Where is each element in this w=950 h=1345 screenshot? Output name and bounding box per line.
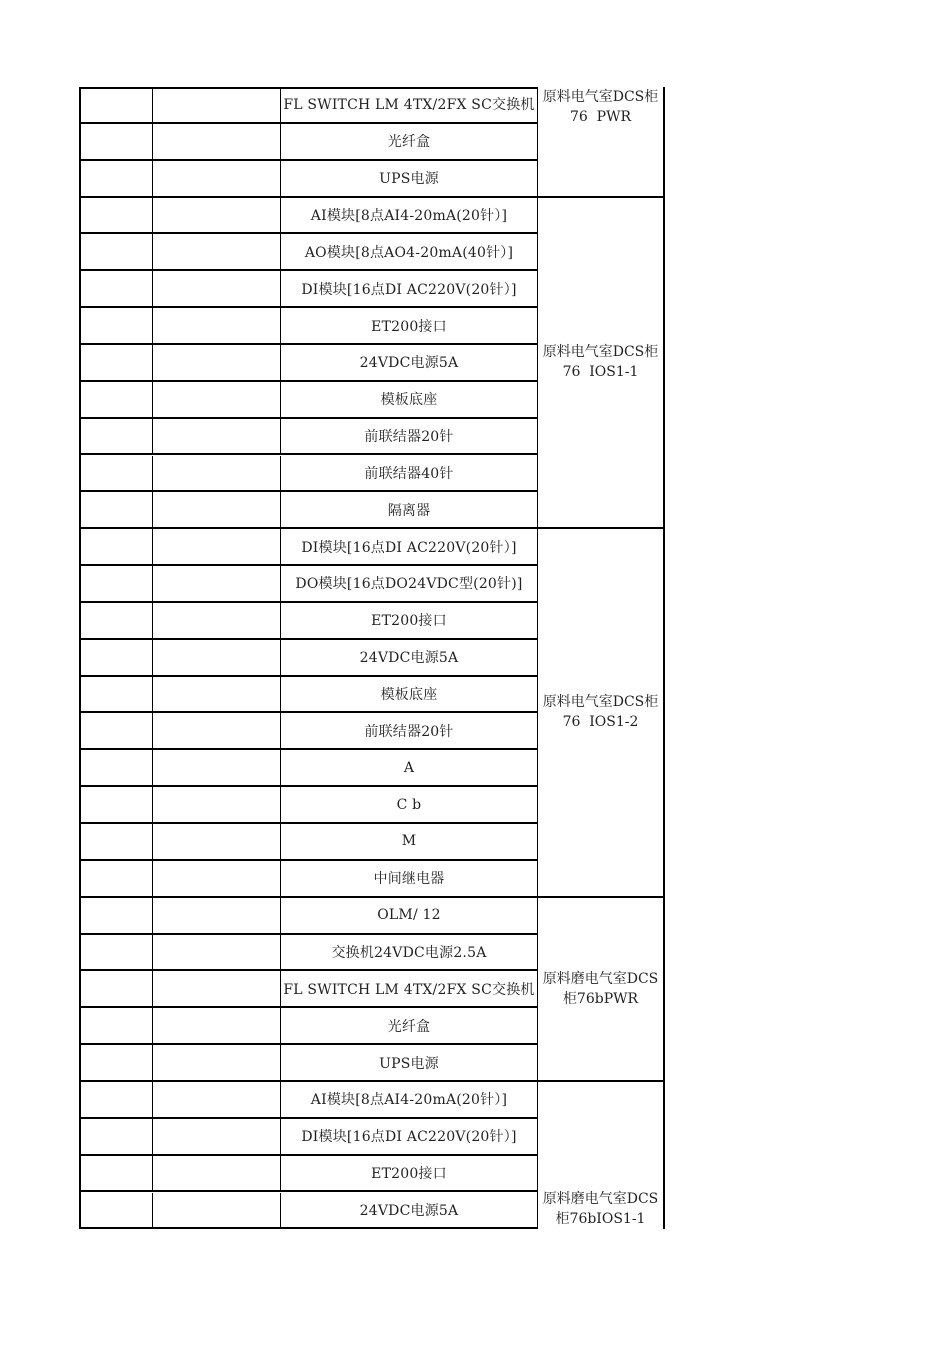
empty-cell-b[interactable] (152, 419, 280, 456)
empty-cell-a[interactable] (79, 419, 152, 456)
location-cell[interactable] (537, 87, 665, 198)
empty-cell-b[interactable] (152, 124, 280, 161)
location-line-1: 原料磨电气室DCS (542, 1191, 659, 1208)
item-name-cell[interactable]: 24VDC电源5A (280, 640, 537, 677)
empty-cell-a[interactable] (79, 161, 152, 198)
empty-cell-b[interactable] (152, 971, 280, 1008)
location-line-1: 原料电气室DCS柜 (542, 89, 659, 105)
location-cell[interactable] (537, 529, 665, 898)
location-line-1: 原料电气室DCS柜 (542, 344, 659, 361)
item-name-cell[interactable]: DI模块[16点DI AC220V(20针）] (280, 1119, 537, 1156)
empty-cell-b[interactable] (152, 1119, 280, 1156)
empty-cell-b[interactable] (152, 1082, 280, 1119)
empty-cell-a[interactable] (79, 713, 152, 750)
empty-cell-b[interactable] (152, 198, 280, 235)
item-name-cell[interactable]: 光纤盒 (280, 1008, 537, 1045)
empty-cell-a[interactable] (79, 382, 152, 419)
empty-cell-b[interactable] (152, 529, 280, 566)
empty-cell-a[interactable] (79, 971, 152, 1008)
empty-cell-a[interactable] (79, 234, 152, 271)
item-name-cell[interactable]: M (280, 824, 537, 861)
item-name-cell[interactable]: 模板底座 (280, 677, 537, 714)
spreadsheet-table (79, 87, 665, 1229)
empty-cell-b[interactable] (152, 271, 280, 308)
item-name-cell[interactable]: 交换机24VDC电源2.5A (280, 935, 537, 972)
item-name-cell[interactable]: 24VDC电源5A (280, 1193, 537, 1230)
empty-cell-a[interactable] (79, 87, 152, 124)
empty-cell-b[interactable] (152, 382, 280, 419)
empty-cell-b[interactable] (152, 861, 280, 898)
empty-cell-a[interactable] (79, 935, 152, 972)
empty-cell-a[interactable] (79, 198, 152, 235)
empty-cell-b[interactable] (152, 492, 280, 529)
item-name-cell[interactable]: C b (280, 787, 537, 824)
empty-cell-b[interactable] (152, 603, 280, 640)
item-name-cell[interactable]: ET200接口 (280, 308, 537, 345)
item-name-cell[interactable]: A (280, 750, 537, 787)
empty-cell-a[interactable] (79, 750, 152, 787)
empty-cell-a[interactable] (79, 1082, 152, 1119)
location-cell[interactable] (537, 1082, 665, 1229)
item-name-cell[interactable]: 前联结器20针 (280, 419, 537, 456)
empty-cell-b[interactable] (152, 1193, 280, 1230)
empty-cell-a[interactable] (79, 787, 152, 824)
item-name-cell[interactable]: ET200接口 (280, 603, 537, 640)
table-top-border (79, 87, 537, 89)
empty-cell-b[interactable] (152, 898, 280, 935)
empty-cell-a[interactable] (79, 1119, 152, 1156)
item-name-cell[interactable]: DI模块[16点DI AC220V(20针）] (280, 529, 537, 566)
empty-cell-a[interactable] (79, 456, 152, 493)
item-name-cell[interactable]: ET200接口 (280, 1156, 537, 1193)
empty-cell-a[interactable] (79, 345, 152, 382)
empty-cell-b[interactable] (152, 456, 280, 493)
empty-cell-a[interactable] (79, 1156, 152, 1193)
empty-cell-a[interactable] (79, 308, 152, 345)
empty-cell-b[interactable] (152, 345, 280, 382)
empty-cell-a[interactable] (79, 898, 152, 935)
location-line-2: 76 IOS1-1 (562, 364, 639, 381)
empty-cell-a[interactable] (79, 529, 152, 566)
empty-cell-b[interactable] (152, 234, 280, 271)
item-name-cell[interactable]: 模板底座 (280, 382, 537, 419)
empty-cell-b[interactable] (152, 1045, 280, 1082)
location-cell[interactable] (537, 198, 665, 530)
location-line-2: 柜76bIOS1-1 (555, 1211, 646, 1228)
empty-cell-a[interactable] (79, 124, 152, 161)
empty-cell-b[interactable] (152, 935, 280, 972)
item-name-cell[interactable]: DO模块[16点DO24VDC型(20针)] (280, 566, 537, 603)
empty-cell-b[interactable] (152, 87, 280, 124)
empty-cell-a[interactable] (79, 566, 152, 603)
item-name-cell[interactable]: 前联结器20针 (280, 713, 537, 750)
location-line-1: 原料电气室DCS柜 (542, 694, 659, 711)
empty-cell-b[interactable] (152, 1156, 280, 1193)
table-left-border (79, 87, 81, 1229)
empty-cell-a[interactable] (79, 861, 152, 898)
empty-cell-a[interactable] (79, 824, 152, 861)
empty-cell-b[interactable] (152, 787, 280, 824)
empty-cell-b[interactable] (152, 824, 280, 861)
empty-cell-b[interactable] (152, 566, 280, 603)
empty-cell-a[interactable] (79, 603, 152, 640)
item-name-cell[interactable]: OLM/ 12 (280, 898, 537, 935)
empty-cell-a[interactable] (79, 271, 152, 308)
empty-cell-b[interactable] (152, 677, 280, 714)
location-line-1: 原料磨电气室DCS (542, 970, 659, 987)
item-name-cell[interactable]: AI模块[8点AI4-20mA(20针）] (280, 1082, 537, 1119)
empty-cell-b[interactable] (152, 750, 280, 787)
item-name-cell[interactable]: 前联结器40针 (280, 456, 537, 493)
empty-cell-a[interactable] (79, 1193, 152, 1230)
empty-cell-a[interactable] (79, 1045, 152, 1082)
empty-cell-a[interactable] (79, 677, 152, 714)
location-line-2: 76 IOS1-2 (562, 714, 639, 731)
item-name-cell[interactable]: UPS电源 (280, 1045, 537, 1082)
item-name-cell[interactable]: FL SWITCH LM 4TX/2FX SC交换机 (280, 87, 537, 124)
empty-cell-b[interactable] (152, 1008, 280, 1045)
item-name-cell[interactable]: FL SWITCH LM 4TX/2FX SC交换机 (280, 971, 537, 1008)
item-name-cell[interactable]: DI模块[16点DI AC220V(20针）] (280, 271, 537, 308)
location-cell[interactable] (537, 898, 665, 1082)
empty-cell-b[interactable] (152, 161, 280, 198)
item-name-cell[interactable]: 隔离器 (280, 492, 537, 529)
empty-cell-a[interactable] (79, 492, 152, 529)
item-name-cell[interactable]: UPS电源 (280, 161, 537, 198)
empty-cell-b[interactable] (152, 713, 280, 750)
location-line-2: 76 PWR (569, 109, 632, 125)
item-name-cell[interactable]: 24VDC电源5A (280, 345, 537, 382)
empty-cell-a[interactable] (79, 640, 152, 677)
item-name-cell[interactable]: AI模块[8点AI4-20mA(20针）] (280, 198, 537, 235)
location-line-2: 柜76bPWR (562, 990, 639, 1007)
empty-cell-a[interactable] (79, 1008, 152, 1045)
item-name-cell[interactable]: 中间继电器 (280, 861, 537, 898)
item-name-cell[interactable]: 光纤盒 (280, 124, 537, 161)
empty-cell-b[interactable] (152, 640, 280, 677)
item-name-cell[interactable]: AO模块[8点AO4-20mA(40针）] (280, 234, 537, 271)
empty-cell-b[interactable] (152, 308, 280, 345)
